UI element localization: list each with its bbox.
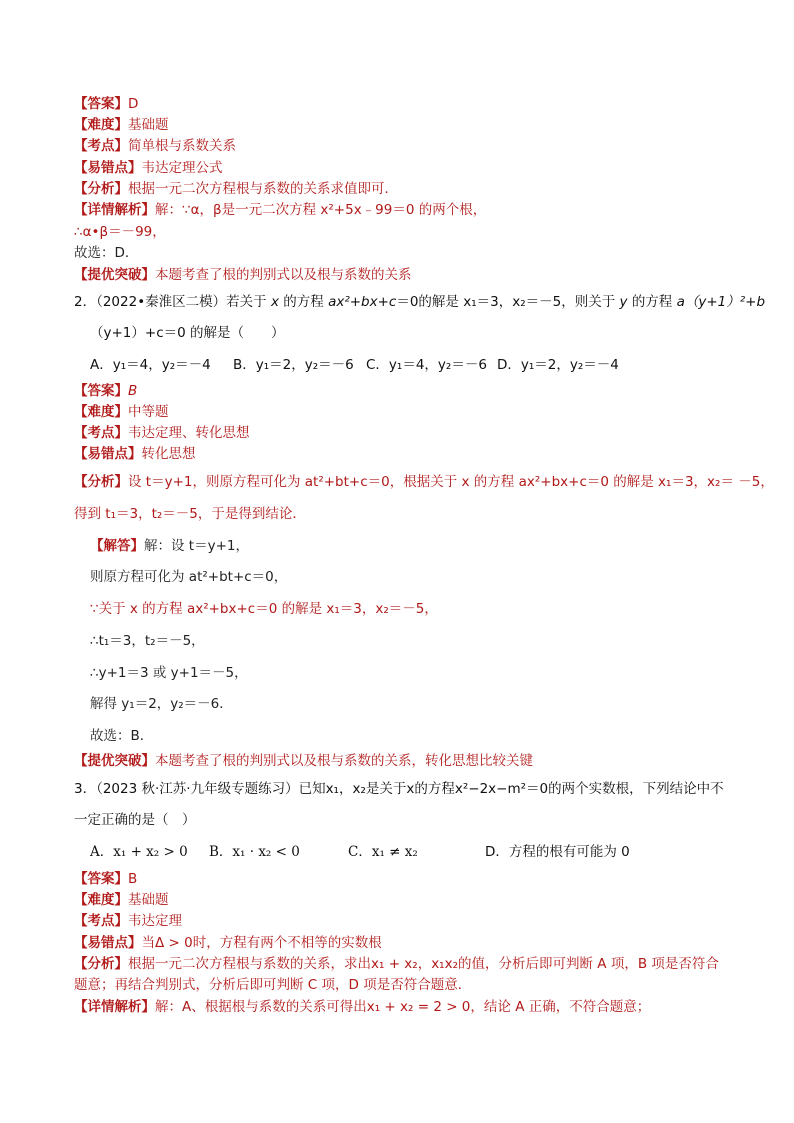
q1-point: [74, 137, 236, 156]
q2-choice-a: A．y₁＝4，y₂＝－4: [90, 357, 211, 373]
q3-answer: [74, 870, 137, 889]
q2-stem-e: ＝0的解是: [396, 294, 459, 310]
q2-analysis: [74, 473, 774, 492]
difficulty-tag: 【难度】: [74, 892, 128, 908]
pitfall-tag: 【易错点】: [74, 935, 142, 951]
solve-tag: 【解答】: [90, 538, 144, 554]
q2-boost: [74, 752, 533, 771]
analysis-tag: 【分析】: [74, 181, 128, 197]
point-tag: 【考点】: [74, 425, 128, 441]
q1-detail-line2: ∴α•β＝－99，: [74, 224, 166, 240]
q1-pitfall: [74, 159, 223, 178]
q3-analysis-line2: 题意；再结合判别式，分析后即可判断 C 项，D 项是否符合题意．: [74, 977, 472, 993]
q1-detail: [74, 201, 486, 220]
q2-stem-d: ax²+bx+c: [328, 294, 397, 310]
pitfall-tag: 【易错点】: [74, 160, 142, 176]
answer-tag: 【答案】: [74, 871, 128, 887]
q2-stem-f: x₁＝3，x₂＝－5，则关于: [463, 294, 616, 310]
q3-analysis: [74, 955, 719, 974]
point-tag: 【考点】: [74, 138, 128, 154]
answer-value: B: [128, 871, 138, 887]
solve-line-1: 解：设 t＝y+1，: [144, 538, 249, 554]
boost-text: 本题考查了根的判别式以及根与系数的关系: [155, 267, 412, 283]
q2-stem-h: 的方程: [631, 294, 673, 310]
difficulty-tag: 【难度】: [74, 117, 128, 133]
q2-solve: [90, 537, 249, 556]
q1-analysis: [74, 180, 398, 199]
analysis-text-1: 根据一元二次方程根与系数的关系，求出x₁ + x₂，x₁x₂的值，分析后即可判断 A 项，B 项是否符合: [128, 956, 719, 972]
q2-stem-g: y: [619, 294, 628, 310]
point-value: 韦达定理: [128, 913, 182, 929]
q2-pitfall: [74, 445, 196, 464]
pitfall-tag: 【易错点】: [74, 446, 142, 462]
q2-choice-c: C．y₁＝4，y₂＝－6: [366, 357, 487, 373]
solve-line-3: ∵关于 x 的方程 ax²+bx+c＝0 的解是 x₁＝3，x₂＝－5，: [90, 601, 438, 617]
q3-choice-a: A．x₁ + x₂ > 0: [90, 844, 188, 860]
q2-stem-c: 的方程: [283, 294, 324, 310]
q2-analysis-line2: 得到 t₁＝3，t₂＝－5，于是得到结论．: [74, 506, 306, 522]
pitfall-value: 当Δ > 0时，方程有两个不相等的实数根: [141, 935, 382, 951]
q2-stem-b: x: [270, 294, 279, 310]
answer-value: D: [128, 96, 139, 112]
q2-choices: [90, 356, 690, 375]
q3-choice-d: D．方程的根有可能为 0: [485, 844, 630, 860]
answer-tag: 【答案】: [74, 96, 128, 112]
q3-difficulty: [74, 891, 169, 910]
analysis-tag: 【分析】: [74, 474, 128, 490]
analysis-text-1: 设 t＝y+1，则原方程可化为 at²+bt+c＝0，根据关于 x 的方程 ax²+bx+c＝0 的解是 x₁＝3，x₂＝ －5，: [128, 474, 774, 490]
difficulty-value: 基础题: [128, 892, 169, 908]
difficulty-value: 基础题: [128, 117, 169, 133]
answer-tag: 【答案】: [74, 383, 128, 399]
boost-tag: 【提优突破】: [74, 267, 155, 283]
q2-choice-b: B．y₁＝2，y₂＝－6: [233, 357, 354, 373]
q2-answer: [74, 382, 137, 401]
q3-pitfall: [74, 934, 382, 953]
pitfall-value: 转化思想: [141, 446, 196, 462]
q1-choose: 故选：D．: [74, 245, 139, 261]
answer-value: B: [128, 383, 138, 399]
q1-answer: [74, 95, 138, 114]
analysis-text: 根据一元二次方程根与系数的关系求值即可．: [128, 181, 398, 197]
solve-line-4: ∴t₁＝3，t₂＝－5，: [90, 633, 205, 649]
q3-stem-line1: 3．（2023 秋·江苏·九年级专题练习）已知x₁，x₂是关于x的方程x²−2x−m²＝0的两个实数根，下列结论中不: [74, 781, 724, 797]
q2-choice-d: D．y₁＝2，y₂＝－4: [497, 357, 619, 373]
q2-choose: 故选：B．: [90, 728, 154, 744]
q3-point: [74, 912, 182, 931]
difficulty-value: 中等题: [128, 404, 169, 420]
boost-text: 本题考查了根的判别式以及根与系数的关系，转化思想比较关键: [155, 753, 533, 769]
q1-difficulty: [74, 116, 169, 135]
q3-choice-b: B．x₁ · x₂ < 0: [209, 844, 300, 860]
analysis-tag: 【分析】: [74, 956, 128, 972]
q2-stem-i: a（y+1）²+b: [676, 294, 766, 310]
point-value: 韦达定理、转化思想: [128, 425, 250, 441]
q2-difficulty: [74, 403, 169, 422]
q2-stem-a: 2．（2022•秦淮区二模）若关于: [74, 294, 267, 310]
detail-tag: 【详情解析】: [74, 202, 155, 218]
q2-stem: [74, 293, 765, 312]
detail-text: 解：A、根据根与系数的关系可得出x₁ + x₂ = 2 > 0，结论 A 正确，不符合题意；: [155, 999, 651, 1015]
q3-stem-line2: 一定正确的是（ ）: [74, 812, 196, 828]
difficulty-tag: 【难度】: [74, 404, 128, 420]
solve-line-5: ∴y+1＝3 或 y+1＝－5，: [90, 665, 248, 681]
point-value: 简单根与系数关系: [128, 138, 236, 154]
point-tag: 【考点】: [74, 913, 128, 929]
solve-line-2: 则原方程可化为 at²+bt+c＝0，: [90, 569, 288, 585]
q1-boost: [74, 266, 412, 285]
q2-stem-line2: （y+1）+c＝0 的解是（ ）: [90, 325, 285, 341]
q3-choice-c: C．x₁ ≠ x₂: [348, 844, 418, 860]
boost-tag: 【提优突破】: [74, 753, 155, 769]
q2-point: [74, 424, 250, 443]
q3-detail: [74, 998, 650, 1017]
q3-choices: [90, 843, 690, 862]
detail-text: 解：∵α，β是一元二次方程 x²+5x﹣99＝0 的两个根，: [155, 202, 487, 218]
pitfall-value: 韦达定理公式: [141, 160, 223, 176]
solve-line-6: 解得 y₁＝2，y₂＝－6．: [90, 696, 233, 712]
detail-tag: 【详情解析】: [74, 999, 155, 1015]
